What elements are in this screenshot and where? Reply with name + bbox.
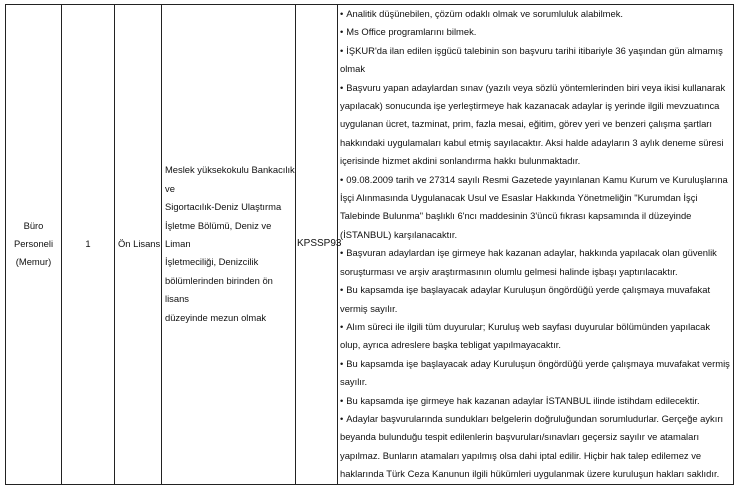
education-level-cell: Ön Lisans (115, 5, 162, 485)
count-cell: 1 (62, 5, 115, 485)
list-item: • Analitik düşünebilen, çözüm odaklı olmak ve sorumluluk alabilmek. (340, 5, 731, 23)
list-item: • Bu kapsamda işe girmeye hak kazanan adaylar İSTANBUL ilinde istihdam edilecektir. (340, 392, 731, 410)
requirements-cell (338, 5, 734, 485)
position-line: Personeli (13, 238, 54, 250)
list-item: • Bu kapsamda işe başlayacak aday Kuruluşun öngördüğü yerde çalışmaya muvafakat vermiş sayılır. (340, 355, 731, 392)
qualification-line: İşletme Bölümü, Deniz ve Liman (165, 219, 272, 250)
list-item: • Alım süreci ile ilgili tüm duyurular; Kuruluş web sayfası duyurular bölümünden yapılacak olup, ayrıca adreslere başka tebligat yapılmayacaktır. (340, 318, 731, 355)
qualification-line: düzeyinde mezun olmak (165, 311, 267, 323)
list-item: • Başvuran adaylardan işe girmeye hak kazanan adaylar, hakkında yapılacak olan güvenlik soruşturması ve arşiv araştırmasının olumlu gelmesi halinde işbaşı yaptırılacaktır. (340, 244, 731, 281)
score-type-cell: KPSSP93 (296, 5, 338, 485)
job-listing-table (5, 4, 734, 485)
qualification-line: bölümlerinden birinden ön lisans (165, 274, 273, 305)
table-row (6, 5, 734, 485)
qualification-line: İşletmeciliği, Denizcilik (165, 256, 259, 268)
list-item: • Başvuru yapan adaylardan sınav (yazılı veya sözlü yöntemlerinden biri veya ikisi kullanarak yapılacak) sonucunda işe yerleştirmeye hak kazanacak adaylar iş yerinde ilgili mevzuatınca uygulanan ücret, tazminat, prim, fazla mesai, eğitim, görev yeri ve benzeri çalışma şartları hakkındaki uygulamaları kabul etmiş sayılacaktır. Aksi halde adayların 3 aylık deneme süresi içerisinde hizmet akdini sonlandırma hakkı bulunmaktadır. (340, 79, 731, 171)
list-item: • Adaylar başvurularında sundukları belgelerin doğruluğundan sorumludurlar. Gerçeğe aykırı beyanda bulunduğu tespit edilenlerin başvuruları/sınavları geçersiz sayılır ve atamaları yapılmaz. Bunların atamaları yapılmış olsa dahi iptal edilir. Hiçbir hak talep edilemez ve haklarında Türk Ceza Kanunun ilgili hükümleri uygulanmak üzere kuruluşun hakları saklıdır. (340, 410, 731, 484)
list-item: • İŞKUR'da ilan edilen işgücü talebinin son başvuru tarihi itibariyle 36 yaşından gün almamış olmak (340, 42, 731, 79)
position-cell (6, 5, 62, 485)
qualification-line: Sigortacılık-Deniz Ulaştırma (165, 201, 282, 213)
list-item: • Ms Office programlarını bilmek. (340, 23, 731, 41)
list-item: • Bu kapsamda işe başlayacak adaylar Kuruluşun öngördüğü yerde çalışmaya muvafakat vermiş sayılır. (340, 281, 731, 318)
position-line: (Memur) (15, 256, 52, 268)
position-line: Büro (23, 220, 44, 232)
qualification-cell (162, 5, 296, 485)
qualification-line: Meslek yüksekokulu Bankacılık ve (165, 164, 295, 194)
list-item: • 09.08.2009 tarih ve 27314 sayılı Resmi Gazetede yayınlanan Kamu Kurum ve Kuruluşlarına İşçi Alınmasında Uygulanacak Usul ve Esaslar Hakkında Yönetmeliğin "Kurumdan İşçi Talebinde Bulunma" başlıklı 6'ncı maddesinin 3'üncü fıkrası kapsamında il düzeyinde (İSTANBUL) karşılanacaktır. (340, 171, 731, 245)
requirements-list (340, 5, 731, 484)
